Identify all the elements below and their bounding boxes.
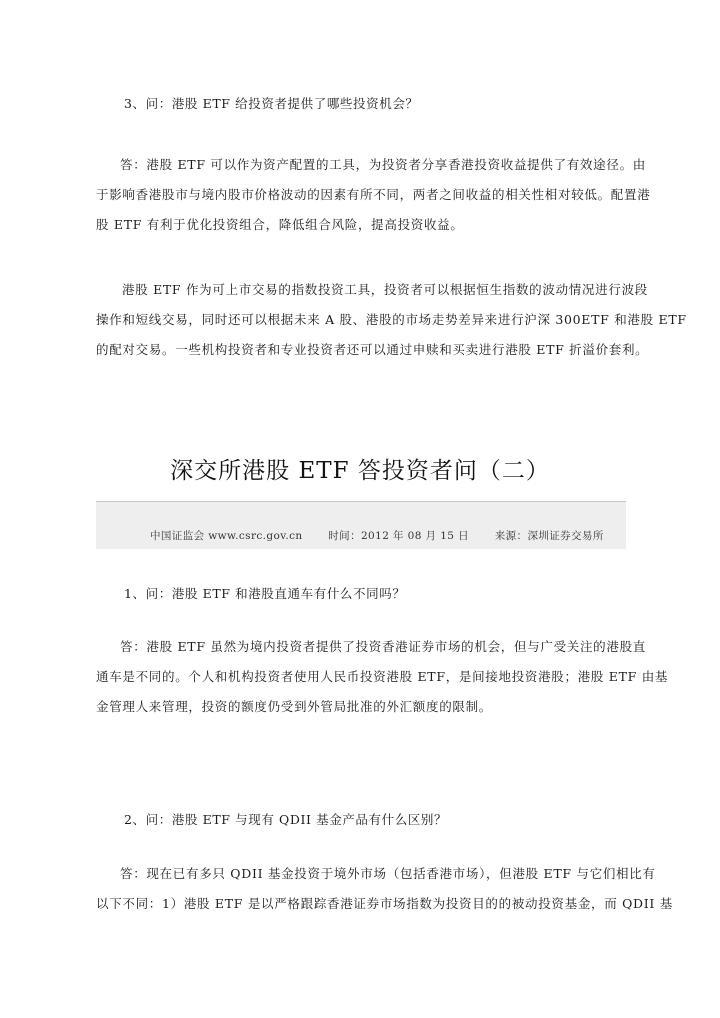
article-title: 深交所港股 ETF 答投资者问（二）	[170, 458, 550, 484]
answer-3	[96, 150, 651, 240]
meta-site: 中国证监会 www.csrc.gov.cn	[150, 530, 303, 542]
answer-2-line: 以下不同：1）港股 ETF 是以严格跟踪香港证券市场指数为投资目的的被动投资基金，而 QDII 基	[96, 896, 673, 911]
answer-2-line: 答：现在已有多只 QDII 基金投资于境外市场（包括香港市场），但港股 ETF 与它们相比有	[120, 866, 656, 881]
answer-1-line: 答：港股 ETF 虽然为境内投资者提供了投资香港证券市场的机会，但与广受关注的港股直	[120, 639, 646, 654]
answer-3-line: 答：港股 ETF 可以作为资产配置的工具，为投资者分享香港投资收益提供了有效途径。由	[120, 157, 646, 172]
answer-3-line: 于影响香港股市与境内股市价格波动的因素有所不同，两者之间收益的相关性相对较低。配置港	[96, 187, 651, 202]
paragraph-etf-trading	[96, 275, 687, 365]
question-2: 2、问：港股 ETF 与现有 QDII 基金产品有什么区别？	[124, 812, 448, 827]
article-meta-bar	[96, 501, 626, 549]
paragraph-line: 的配对交易。一些机构投资者和专业投资者还可以通过申赎和买卖进行港股 ETF 折溢价套利。	[96, 342, 649, 357]
meta-time: 时间：2012 年 08 月 15 日	[328, 530, 469, 542]
question-1: 1、问：港股 ETF 和港股直通车有什么不同吗？	[124, 586, 406, 601]
paragraph-line: 操作和短线交易，同时还可以根据未来 A 股、港股的市场走势差异来进行沪深 300ETF 和港股 ETF	[96, 312, 687, 327]
answer-1-line: 通车是不同的。个人和机构投资者使用人民币投资港股 ETF，是间接地投资港股；港股 ETF 由基	[96, 669, 669, 684]
answer-3-line: 股 ETF 有利于优化投资组合，降低组合风险，提高投资收益。	[96, 217, 464, 232]
answer-1-line: 金管理人来管理，投资的额度仍受到外管局批准的外汇额度的限制。	[96, 699, 493, 714]
answer-2	[96, 859, 673, 919]
article-meta-row	[150, 528, 626, 543]
answer-1	[96, 632, 669, 722]
meta-source: 来源：深圳证券交易所	[494, 530, 604, 542]
question-3: 3、问：港股 ETF 给投资者提供了哪些投资机会？	[124, 96, 419, 111]
paragraph-line: 港股 ETF 作为可上市交易的指数投资工具，投资者可以根据恒生指数的波动情况进行波段	[122, 282, 648, 297]
